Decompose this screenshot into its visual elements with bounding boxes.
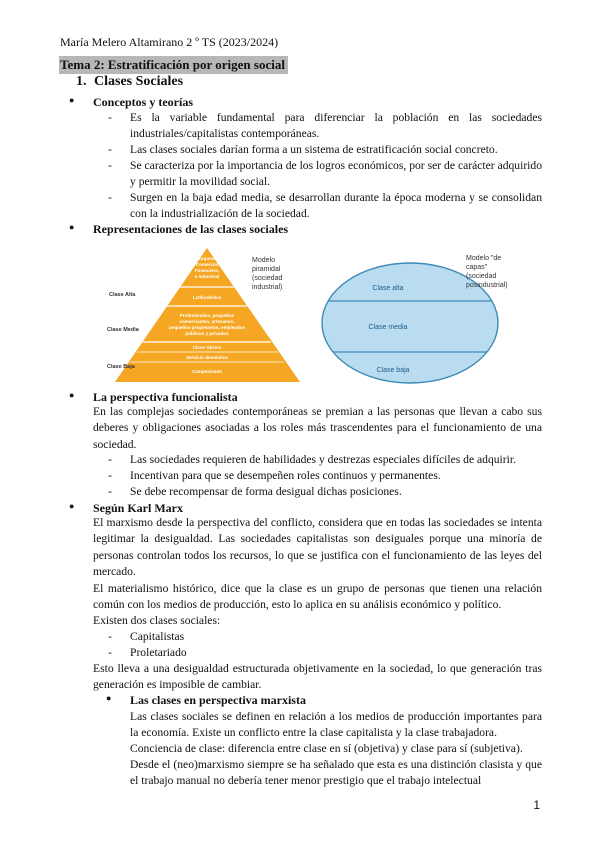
bullet-heading: La perspectiva funcionalista <box>93 390 238 404</box>
bullet-conceptos <box>69 95 193 110</box>
bullet-heading: Según Karl Marx <box>93 501 183 515</box>
section-number: 1. <box>76 74 87 89</box>
list-item-text: Las clases sociales darían forma a un sistema de estratificación social concreto. <box>130 143 498 156</box>
list-item: - Las sociedades requieren de habilidades y destrezas especiales difíciles de adquirir. <box>108 453 516 466</box>
bullet-heading: Las clases en perspectiva marxista <box>130 693 306 707</box>
list-item-text: Capitalistas <box>130 630 185 643</box>
pyramid-tier-text: comerciantes, artesanos, <box>179 319 235 324</box>
paragraph: El marxismo desde la perspectiva del conflicto, considera que en todas las sociedades se intenta legitimar la desigualdad. Las sociedades capitalistas son desiguales porque una minoría de personas controlan todos los recursos, lo que se justifica con el funcionamiento de las leyes del mercado. <box>93 516 542 579</box>
ellipse-caption: capas" <box>466 264 488 271</box>
list-item: - Se caracteriza por la importancia de los logros económicos, por ser de carácter adquirido y permitir la movilidad social. <box>108 159 542 189</box>
list-item: - Es la variable fundamental para diferenciar la población en las sociedades industriales/capitalistas contemporáneas. <box>108 111 542 141</box>
bullet-dot: ● <box>69 501 75 511</box>
list-item-text: Incentivan para que se desempeñen roles continuos y permanentes. <box>130 469 441 482</box>
ellipse-caption: (sociedad <box>466 273 497 280</box>
bullet-dot: ● <box>69 390 75 400</box>
paragraph: El materialismo histórico, dice que la clase es un grupo de personas que tienen una relación común con los medios de producción, esto lo aplica en su análisis económico y político. <box>93 582 542 612</box>
section-title: Clases Sociales <box>94 74 184 89</box>
pyramid-label-media: Clase Media <box>107 327 139 333</box>
pyramid-caption: piramidal <box>252 266 281 273</box>
pyramid-tier-text: Servicio doméstico <box>185 355 229 360</box>
bullet-representaciones <box>69 222 289 237</box>
list-item: - Capitalistas <box>108 630 185 643</box>
topic-title: Tema 2: Estratificación por origen social <box>59 56 288 74</box>
bullet-funcionalista <box>69 390 238 405</box>
ellipse-label-alta: Clase alta <box>372 285 404 292</box>
pyramid-tier-text: pequeños propietarios, empleados <box>168 325 246 330</box>
bullet-marx <box>69 501 183 516</box>
section-heading <box>76 74 183 90</box>
bullet-heading: Representaciones de las clases sociales <box>93 222 289 236</box>
list-item-text: Se debe recompensar de forma desigual dichas posiciones. <box>130 485 402 498</box>
paragraph: Esto lleva a una desigualdad estructurada objetivamente en la sociedad, lo que generación tras generación es imposible de cambiar. <box>93 662 542 692</box>
pyramid-tier-text: Burguesía <box>195 256 219 261</box>
pyramid-tier-text: Financiera, <box>194 268 220 273</box>
paragraph: En las complejas sociedades contemporáneas se premian a las personas que llevan a cabo sus deberes y obligaciones asociadas a los roles más trascendentes para el funcionamiento de una sociedad. <box>93 405 542 451</box>
pyramid-caption: (sociedad <box>252 275 283 282</box>
list-item-text: Surgen en la baja edad media, se desarrollan durante la época moderna y se consolidan con la industrialización de la sociedad. <box>130 191 542 221</box>
ellipse-label-baja: Clase baja <box>376 367 410 374</box>
bullet-dot: ● <box>69 222 75 232</box>
pyramid-tier-text: públicos y privados <box>185 331 229 336</box>
pyramid-tier-text: e industrial <box>194 274 220 279</box>
ellipse-diagram <box>318 240 518 385</box>
bullet-clases-marxista <box>106 693 306 708</box>
list-item-text: Las sociedades requieren de habilidades y destrezas especiales difíciles de adquirir. <box>130 453 516 466</box>
pyramid-caption: Modelo <box>252 257 275 264</box>
pyramid-tier-text: Comercial <box>195 262 219 267</box>
list-item: - Las clases sociales darían forma a un sistema de estratificación social concreto. <box>108 143 498 156</box>
ellipse-caption: posindustrial) <box>466 282 508 289</box>
pyramid-tier-text: Latifundistas <box>192 295 222 300</box>
ellipse-caption: Modelo "de <box>466 255 502 262</box>
pyramid-diagram <box>95 240 300 385</box>
list-item-text: Proletariado <box>130 646 187 659</box>
bullet-dot: ● <box>69 95 75 105</box>
list-item: - Proletariado <box>108 646 187 659</box>
pyramid-label-alta: Clase Alta <box>109 292 136 298</box>
pyramid-label-baja: Clase Baja <box>107 364 135 370</box>
pyramid-tier-text: Campesinado <box>191 369 223 374</box>
pyramid-tier-text: Clase Obrera <box>192 345 222 350</box>
list-item: - Se debe recompensar de forma desigual dichas posiciones. <box>108 485 402 498</box>
pyramid-tier-text: Profesionales, pequeños <box>179 313 235 318</box>
list-item: - Surgen en la baja edad media, se desarrollan durante la época moderna y se consolidan con la industrialización de la sociedad. <box>108 191 542 221</box>
page-number: 1 <box>533 798 540 812</box>
list-item-text: Es la variable fundamental para diferenciar la población en las sociedades industriales/capitalistas contemporáneas. <box>130 111 542 141</box>
paragraph: Las clases sociales se definen en relación a los medios de producción importantes para la economía. Existe un conflicto entre la clase capitalista y la clase trabajadora. <box>130 710 542 740</box>
list-item-text: Se caracteriza por la importancia de los logros económicos, por ser de carácter adquirido y permitir la movilidad social. <box>130 159 542 189</box>
list-item: - Incentivan para que se desempeñen roles continuos y permanentes. <box>108 469 441 482</box>
paragraph: Desde el (neo)marxismo siempre se ha señalado que esta es una distinción clasista y que el trabajo manual no debería tener menor prestigio que el trabajo intelectual <box>130 758 542 788</box>
paragraph: Conciencia de clase: diferencia entre clase en sí (objetiva) y clase para sí (subjetiva). <box>130 742 523 755</box>
bullet-dot: ● <box>106 693 112 703</box>
ellipse-shape <box>322 263 498 383</box>
pyramid-caption: industrial) <box>252 284 283 291</box>
bullet-heading: Conceptos y teorías <box>93 95 193 109</box>
page-header: María Melero Altamirano 2 º TS (2023/2024) <box>60 35 279 49</box>
ellipse-label-media: Clase media <box>368 324 408 331</box>
paragraph: Existen dos clases sociales: <box>93 614 221 627</box>
